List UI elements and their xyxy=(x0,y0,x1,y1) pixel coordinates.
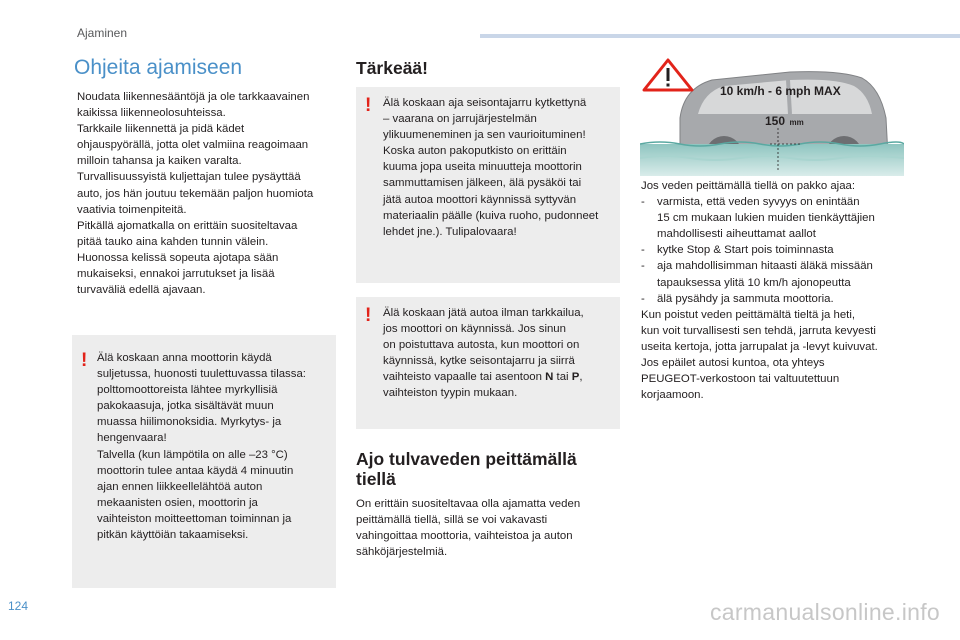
warning-line: ajan ennen liikkeellelähtöä auton xyxy=(97,480,263,493)
list-dash: - xyxy=(641,260,645,273)
list-item xyxy=(641,194,921,242)
warning-line: Älä koskaan jätä autoa ilman tarkkailua, xyxy=(383,307,584,319)
list-item-line: älä pysähdy ja sammuta moottoria. xyxy=(657,292,834,305)
text-line: sähköjärjestelmiä. xyxy=(356,546,448,559)
list-item xyxy=(641,242,921,258)
intro-text xyxy=(77,89,337,298)
list-dash: - xyxy=(641,244,645,257)
list-item xyxy=(641,258,921,290)
list-item xyxy=(641,291,921,307)
warning-line: – vaarana on jarrujärjestelmän xyxy=(383,113,537,126)
text-line: kaikissa liikenneolosuhteissa. xyxy=(77,107,226,120)
list-item-line: kytke Stop & Start pois toiminnasta xyxy=(657,244,834,257)
warning-line: muassa hiilimonoksidia. Myrkytys- ja xyxy=(97,416,282,429)
text-line: auto, jos hän joutuu tekemään paljon huomiota xyxy=(77,187,314,200)
page-number: 124 xyxy=(8,599,29,613)
warning-line: polttomoottoreista lähtee myrkyllisiä xyxy=(97,384,278,397)
gear-line: vaihteisto vapaalle tai asentoon N tai P, xyxy=(383,371,583,384)
list-item-line: aja mahdollisimman hitaasti äläkä missään xyxy=(657,260,873,273)
list-item-line: 15 cm mukaan lukien muiden tienkäyttäjien xyxy=(657,212,875,225)
text-line: Jos epäilet autosi kuntoa, ota yhteys xyxy=(641,357,825,370)
warning-box-exhaust xyxy=(72,335,336,588)
text-line: peittämällä tiellä, sillä se voi vakavasti xyxy=(356,514,548,527)
text-line: Turvallisuussyistä kuljettajan tulee pysäyttää xyxy=(77,171,301,184)
warning-line: pitkän käyttöiän takaamiseksi. xyxy=(97,529,249,542)
warning-box-unattended xyxy=(356,297,620,429)
flood-instructions xyxy=(641,178,921,403)
text-line: vahingoittaa moottoria, vaihteistoa ja auton xyxy=(356,530,573,543)
warning-line: sammuttamisen jälkeen, älä pysäköi tai xyxy=(383,177,582,190)
warning-line: suljetussa, huonosti tuulettuvassa tilassa: xyxy=(97,368,306,381)
warning-line: on poistuttava autosta, kun moottori on xyxy=(383,339,580,352)
text-line: On erittäin suositeltavaa olla ajamatta veden xyxy=(356,498,581,510)
flood-illustration xyxy=(640,58,904,176)
text-line: korjaamoon. xyxy=(641,389,704,402)
warning-text-exhaust xyxy=(97,350,333,543)
text-line: Noudata liikennesääntöjä ja ole tarkkaavainen xyxy=(77,91,310,103)
text-line: turvaväliä edellä ajavaan. xyxy=(77,284,206,297)
warning-line: hengenvaara! xyxy=(97,432,167,445)
list-dash: - xyxy=(641,196,645,209)
list-item-line: tapauksessa ylitä 10 km/h ajonopeutta xyxy=(657,276,851,289)
page-title: Ohjeita ajamiseen xyxy=(74,56,243,79)
warning-line: Älä koskaan anna moottorin käydä xyxy=(97,352,272,364)
flood-intro-text xyxy=(356,496,622,560)
depth-label: 150 mm xyxy=(765,114,804,128)
warning-line: jos moottori on käynnissä. Jos sinun xyxy=(383,323,566,336)
warning-line: jätä autoa moottori käynnissä syttyvän xyxy=(383,193,577,206)
text-line: Pitkällä ajomatkalla on erittäin suositeltavaa xyxy=(77,219,298,232)
warning-line: vaihteiston moitteettoman toiminnan ja xyxy=(97,512,292,525)
text-line: milloin tahansa ja kaiken varalta. xyxy=(77,155,242,168)
list-dash: - xyxy=(641,292,645,305)
warning-line: pakokaasuja, jotka sisältävät muun xyxy=(97,400,274,413)
speed-limit-label: 10 km/h - 6 mph MAX xyxy=(720,84,841,98)
text-line: Kun poistut veden peittämältä tieltä ja heti, xyxy=(641,308,856,321)
warning-line: Älä koskaan aja seisontajarru kytkettynä xyxy=(383,97,587,109)
text-line: mukaiseksi, ennakoi jarrutukset ja lisää xyxy=(77,268,275,281)
warning-line: kuuma jopa useita minuutteja moottorin xyxy=(383,161,582,174)
flood-section-title: Ajo tulvaveden peittämällä tiellä xyxy=(356,449,577,489)
warning-line: lehdet jne.). Tulipalovaara! xyxy=(383,225,517,238)
warning-icon: ! xyxy=(365,95,372,116)
warning-box-parking-brake xyxy=(356,87,620,283)
header-rule xyxy=(480,34,960,38)
warning-text-unattended: Älä koskaan jätä autoa ilman tarkkailua, jos moottori on käynnissä. Jos sinun on poistuttava autosta, kun moottori on käynnissä, kytke seisontajarru ja siirrä vaihteisto vapaalle tai asentoon N tai P, vaihteiston tyypin mukaan. xyxy=(383,305,619,402)
section-label: Ajaminen xyxy=(77,26,128,40)
warning-icon: ! xyxy=(365,305,372,326)
text-line: useita kertoja, jotta jarrupalat ja -levyt kuivuvat. xyxy=(641,340,878,353)
list-item-line: mahdollisesti aiheuttamat aallot xyxy=(657,228,816,241)
watermark: carmanualsonline.info xyxy=(709,599,940,625)
warning-line: Talvella (kun lämpötila on alle –23 °C) xyxy=(97,448,288,461)
text-line: PEUGEOT-verkostoon tai valtuutettuun xyxy=(641,373,840,386)
text-line: Huonossa kelissä sopeuta ajotapa sään xyxy=(77,251,279,264)
warning-line: moottorin tulee antaa käydä 4 minuutin xyxy=(97,464,294,477)
warning-line: mekaanisten osien, moottorin ja xyxy=(97,496,258,509)
warning-line: materiaalin päälle (kuiva ruoho, pudonneet xyxy=(383,209,599,222)
important-title: Tärkeää! xyxy=(356,58,428,78)
flood-instructions-intro: Jos veden peittämällä tiellä on pakko ajaa: xyxy=(641,180,856,192)
warning-line: Koska auton pakoputkisto on erittäin xyxy=(383,145,567,158)
warning-icon: ! xyxy=(81,350,88,371)
text-line: vaativia toimenpiteitä. xyxy=(77,203,187,216)
text-line: pitää tauko aina kahden tunnin välein. xyxy=(77,235,269,248)
warning-line: käynnissä, kytke seisontajarru ja siirrä xyxy=(383,355,575,368)
list-item-line: varmista, että veden syvyys on enintään xyxy=(657,196,860,209)
text-line: Tarkkaile liikennettä ja pidä kädet xyxy=(77,123,245,136)
text-line: kun voit turvallisesti sen tehdä, jarruta kevyesti xyxy=(641,324,876,337)
text-line: ohjauspyörällä, jotta olet valmiina reagoimaan xyxy=(77,139,309,152)
warning-line: ylikuumeneminen ja sen vaurioituminen! xyxy=(383,129,586,142)
warning-text-parking-brake xyxy=(383,95,619,240)
